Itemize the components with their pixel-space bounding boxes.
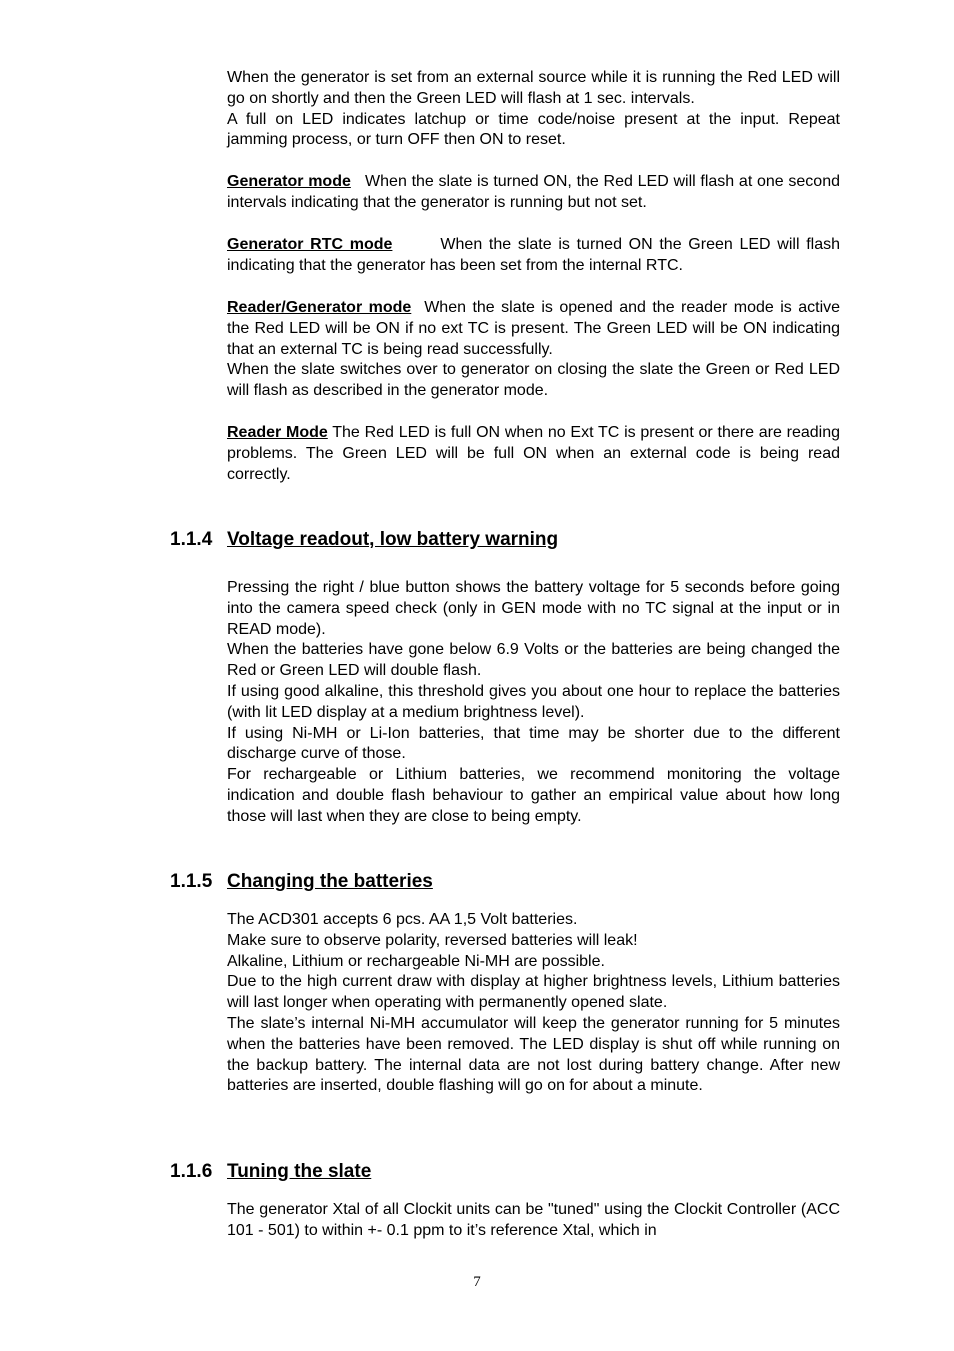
reader-generator-mode-label: Reader/Generator mode: [227, 299, 412, 316]
reader-mode-block: [227, 423, 840, 485]
body-paragraph: The ACD301 accepts 6 pcs. AA 1,5 Volt batteries.: [227, 911, 578, 928]
reader-generator-mode-paragraph-2: When the slate switches over to generator on closing the slate the Green or Red LED will flash as described in the generator mode.: [227, 361, 840, 400]
reader-mode-label: Reader Mode: [227, 424, 328, 441]
body-paragraph: The generator Xtal of all Clockit units can be "tuned" using the Clockit Controller (ACC 101 - 501) to within +- 0.1 ppm to it’s reference Xtal, which in: [227, 1201, 840, 1239]
intro-paragraph: A full on LED indicates latchup or time code/noise present at the input. Repeat jamming process, or turn OFF then ON to reset.: [227, 110, 840, 149]
reader-generator-mode-paragraph: [227, 298, 840, 360]
section-body-1-1-5: [227, 910, 840, 1097]
reader-generator-mode-block: [227, 298, 840, 402]
generator-rtc-mode-label: Generator RTC mode: [227, 236, 393, 253]
section-heading-1-1-5: [170, 871, 433, 893]
intro-paragraph: When the generator is set from an external source while it is running the Red LED will go on shortly and then the Green LED will flash at 1 sec. intervals.: [227, 69, 840, 107]
section-title: Voltage readout, low battery warning: [227, 529, 559, 550]
section-title: Tuning the slate: [227, 1161, 372, 1182]
body-paragraph: When the batteries have gone below 6.9 Volts or the batteries are being changed the Red or Green LED will double flash.: [227, 641, 840, 680]
section-number: 1.1.5: [170, 871, 213, 892]
body-paragraph: Due to the high current draw with display at higher brightness levels, Lithium batteries will last longer when operating with permanently opened slate.: [227, 973, 840, 1012]
generator-mode-block: [227, 172, 840, 214]
section-body-1-1-6: [227, 1200, 840, 1242]
generator-rtc-mode-paragraph: [227, 235, 840, 277]
section-title: Changing the batteries: [227, 871, 433, 892]
body-paragraph: The slate’s internal Ni-MH accumulator will keep the generator running for 5 minutes when the batteries have been removed. The LED display is shut off while running on the backup battery. The internal data are not lost during battery change. After new batteries are inserted, double flashing will go on for about a minute.: [227, 1014, 840, 1095]
body-paragraph: Pressing the right / blue button shows the battery voltage for 5 seconds before going into the camera speed check (only in GEN mode with no TC signal at the input or in READ mode).: [227, 579, 840, 638]
generator-rtc-mode-text: When the slate is turned ON the Green LED will flash indicating that the generator has been set from the internal RTC.: [227, 236, 840, 274]
body-paragraph: If using Ni-MH or Li-Ion batteries, that time may be shorter due to the different discharge curve of those.: [227, 724, 840, 763]
reader-mode-paragraph: [227, 423, 840, 485]
body-paragraph: For rechargeable or Lithium batteries, we recommend monitoring the voltage indication and double flash behaviour to gather an empirical value about how long those will last when they are close to being empty.: [227, 766, 840, 825]
body-paragraph: Make sure to observe polarity, reversed batteries will leak!: [227, 931, 638, 949]
generator-mode-text: When the slate is turned ON, the Red LED will flash at one second intervals indicating that the generator is running but not set.: [227, 173, 841, 211]
body-paragraph: Alkaline, Lithium or rechargeable Ni-MH are possible.: [227, 952, 605, 970]
generator-mode-paragraph: [227, 172, 840, 214]
body-paragraph: If using good alkaline, this threshold gives you about one hour to replace the batteries (with lit LED display at a medium brightness level).: [227, 682, 840, 721]
intro-block: [227, 68, 840, 151]
section-number: 1.1.4: [170, 529, 213, 550]
reader-mode-text: The Red LED is full ON when no Ext TC is present or there are reading problems. The Green LED will be full ON when an external code is being read correctly.: [227, 424, 840, 483]
page-number: 7: [473, 1274, 481, 1290]
generator-rtc-mode-block: [227, 235, 840, 277]
section-body-1-1-4: [227, 578, 840, 828]
generator-mode-label: Generator mode: [227, 173, 351, 190]
section-heading-1-1-4: [170, 529, 558, 551]
section-heading-1-1-6: [170, 1161, 371, 1183]
reader-generator-mode-text: When the slate is opened and the reader mode is active the Red LED will be ON if no ext TC is present. The Green LED will be ON indicating that an external TC is being read successfully.: [227, 299, 841, 358]
section-number: 1.1.6: [170, 1161, 213, 1182]
